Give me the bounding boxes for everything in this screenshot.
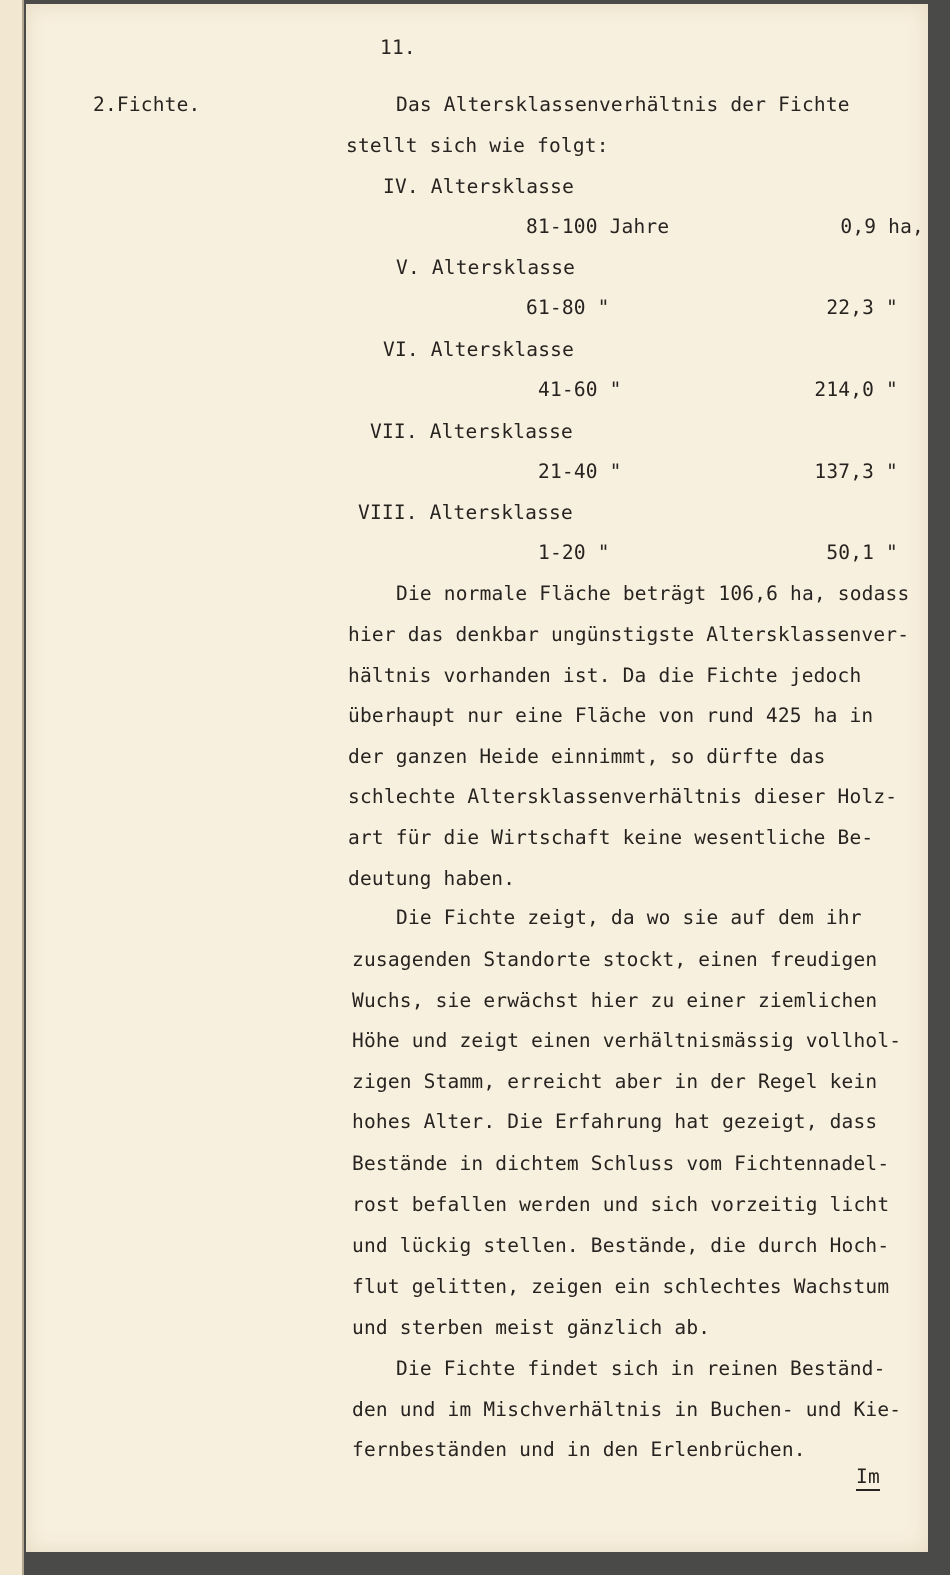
paragraph-line: flut gelitten, zeigen ein schlechtes Wachstum bbox=[352, 1275, 890, 1298]
paragraph-line: rost befallen werden und sich vorzeitig licht bbox=[352, 1193, 890, 1216]
paragraph-line: und sterben meist gänzlich ab. bbox=[352, 1316, 711, 1339]
age-class-area: 22,3 " bbox=[826, 296, 898, 319]
age-class-range: 1-20 " bbox=[538, 541, 610, 564]
age-class-range: 81-100 Jahre bbox=[526, 215, 670, 238]
age-class-area: 214,0 " bbox=[814, 378, 898, 401]
paragraph-line: und lückig stellen. Bestände, die durch Hoch- bbox=[352, 1234, 890, 1257]
paragraph-line: schlechte Altersklassenverhältnis dieser Holz- bbox=[348, 785, 898, 808]
paragraph-line: überhaupt nur eine Fläche von rund 425 ha in bbox=[348, 704, 874, 727]
paragraph-line: Die Fichte zeigt, da wo sie auf dem ihr bbox=[396, 906, 862, 929]
age-class-label: IV. Altersklasse bbox=[383, 175, 575, 198]
intro-line-1: Das Altersklassenverhältnis der Fichte bbox=[396, 93, 850, 116]
catchword: Im bbox=[856, 1465, 880, 1491]
age-class-label: VI. Altersklasse bbox=[383, 338, 575, 361]
paragraph-line: hältnis vorhanden ist. Da die Fichte jedoch bbox=[348, 664, 862, 687]
paragraph-line: art für die Wirtschaft keine wesentliche Be- bbox=[348, 826, 874, 849]
section-heading: 2.Fichte. bbox=[93, 93, 201, 116]
intro-line-2: stellt sich wie folgt: bbox=[346, 134, 609, 157]
paragraph-line: der ganzen Heide einnimmt, so dürfte das bbox=[348, 745, 826, 768]
age-class-range: 21-40 " bbox=[538, 460, 622, 483]
age-class-area: 0,9 ha, bbox=[840, 215, 924, 238]
paragraph-line: Die normale Fläche beträgt 106,6 ha, sodass bbox=[396, 582, 910, 605]
age-class-area: 50,1 " bbox=[826, 541, 898, 564]
document-page bbox=[26, 4, 928, 1552]
page-number: 11. bbox=[380, 36, 416, 59]
paragraph-line: Bestände in dichtem Schluss vom Fichtennadel- bbox=[352, 1152, 890, 1175]
paragraph-line: deutung haben. bbox=[348, 867, 516, 890]
paragraph-line: Höhe und zeigt einen verhältnismässig vollhol- bbox=[352, 1029, 902, 1052]
paragraph-line: zusagenden Standorte stockt, einen freudigen bbox=[352, 948, 878, 971]
age-class-range: 61-80 " bbox=[526, 296, 610, 319]
adjacent-page-edge bbox=[0, 0, 24, 1575]
age-class-range: 41-60 " bbox=[538, 378, 622, 401]
paragraph-line: Die Fichte findet sich in reinen Beständ- bbox=[396, 1357, 886, 1380]
paragraph-line: Wuchs, sie erwächst hier zu einer ziemlichen bbox=[352, 989, 878, 1012]
paragraph-line: hohes Alter. Die Erfahrung hat gezeigt, dass bbox=[352, 1110, 878, 1133]
paragraph-line: den und im Mischverhältnis in Buchen- und Kie- bbox=[352, 1398, 902, 1421]
age-class-label: VII. Altersklasse bbox=[370, 420, 573, 443]
age-class-area: 137,3 " bbox=[814, 460, 898, 483]
paragraph-line: fernbeständen und in den Erlenbrüchen. bbox=[352, 1438, 806, 1461]
age-class-label: VIII. Altersklasse bbox=[358, 501, 573, 524]
paragraph-line: hier das denkbar ungünstigste Altersklassenver- bbox=[348, 623, 910, 646]
paragraph-line: zigen Stamm, erreicht aber in der Regel kein bbox=[352, 1070, 878, 1093]
age-class-label: V. Altersklasse bbox=[396, 256, 576, 279]
